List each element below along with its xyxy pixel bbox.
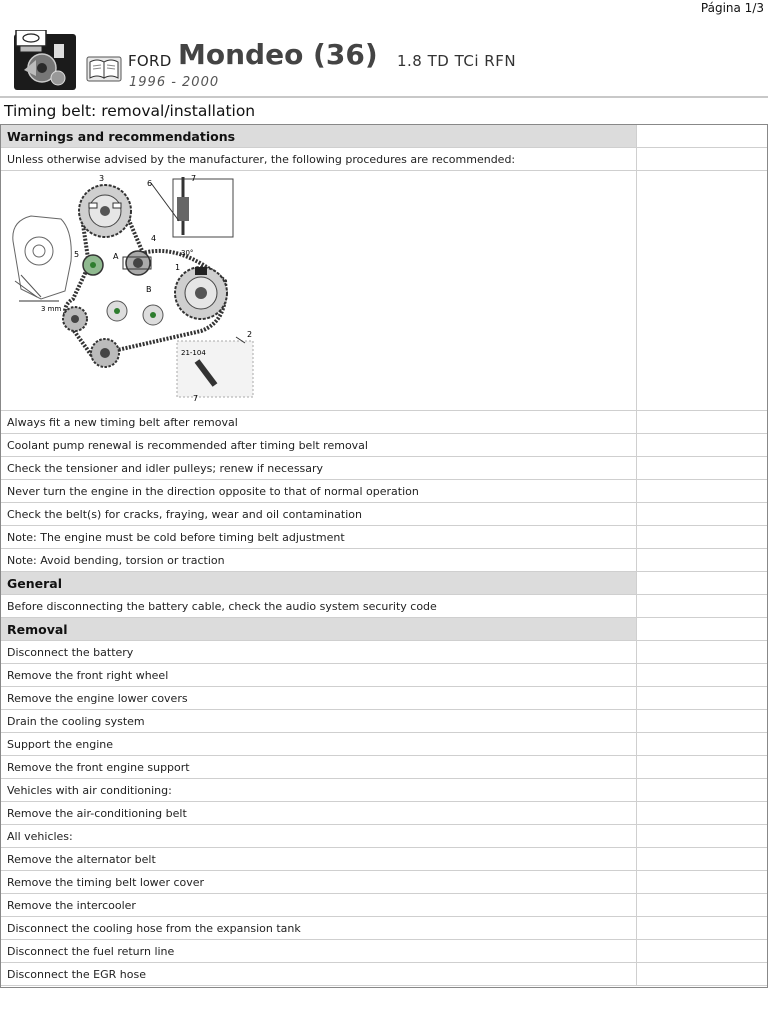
notes-cell: [637, 733, 768, 756]
notes-cell: [637, 549, 768, 572]
step-text: All vehicles:: [1, 825, 637, 848]
step-text: Drain the cooling system: [1, 710, 637, 733]
engine-piston-logo-icon: [14, 30, 76, 90]
table-row: [1, 148, 768, 171]
section-heading: Removal: [1, 618, 637, 641]
notes-cell: [637, 963, 768, 986]
notes-cell: [637, 917, 768, 940]
figure-label: 4: [151, 234, 157, 243]
figure-label: 3 mm: [41, 305, 62, 313]
engine-code: 1.8 TD TCi RFN: [397, 52, 517, 70]
step-text: Disconnect the EGR hose: [1, 963, 637, 986]
step-text: Remove the intercooler: [1, 894, 637, 917]
figure-label: 6: [147, 179, 153, 188]
notes-cell: [637, 687, 768, 710]
table-row: [1, 871, 768, 894]
table-row: [1, 641, 768, 664]
figure-label: 1: [175, 263, 181, 272]
step-text: Remove the engine lower covers: [1, 687, 637, 710]
table-row: [1, 802, 768, 825]
step-text: Before disconnecting the battery cable, check the audio system security code: [1, 595, 637, 618]
figure-label: 5: [74, 250, 80, 259]
notes-cell: [637, 148, 768, 171]
step-text: Disconnect the fuel return line: [1, 940, 637, 963]
document-header: [0, 0, 768, 98]
notes-cell: [637, 526, 768, 549]
figure-row: [1, 171, 768, 411]
figure-label: B: [146, 285, 152, 294]
table-row: [1, 480, 768, 503]
notes-cell: [637, 940, 768, 963]
notes-cell: [637, 572, 768, 595]
table-row: [1, 894, 768, 917]
page-title: Timing belt: removal/installation: [4, 102, 256, 120]
notes-cell: [637, 411, 768, 434]
vehicle-make: FORD: [128, 52, 172, 70]
step-text: Disconnect the battery: [1, 641, 637, 664]
table-row: [1, 779, 768, 802]
notes-cell: [637, 171, 768, 411]
table-row: [1, 687, 768, 710]
section-header-row: [1, 618, 768, 641]
notes-cell: [637, 802, 768, 825]
notes-cell: [637, 825, 768, 848]
section-heading: General: [1, 572, 637, 595]
figure-label: 21-104: [181, 349, 206, 357]
notes-cell: [637, 641, 768, 664]
manual-book-icon: [86, 56, 122, 82]
step-text: Check the belt(s) for cracks, fraying, wear and oil contamination: [1, 503, 637, 526]
notes-cell: [637, 664, 768, 687]
notes-cell: [637, 894, 768, 917]
table-row: [1, 411, 768, 434]
notes-cell: [637, 618, 768, 641]
notes-cell: [637, 871, 768, 894]
table-row: [1, 756, 768, 779]
table-row: [1, 917, 768, 940]
table-row: [1, 503, 768, 526]
notes-cell: [637, 595, 768, 618]
figure-label: 7: [193, 394, 199, 403]
table-row: [1, 549, 768, 572]
step-text: Always fit a new timing belt after removal: [1, 411, 637, 434]
step-text: Remove the front right wheel: [1, 664, 637, 687]
step-text: Remove the alternator belt: [1, 848, 637, 871]
notes-cell: [637, 503, 768, 526]
step-text: Coolant pump renewal is recommended after timing belt removal: [1, 434, 637, 457]
table-row: [1, 457, 768, 480]
step-text: Vehicles with air conditioning:: [1, 779, 637, 802]
table-row: [1, 963, 768, 986]
header-divider: [0, 96, 768, 98]
model-years: 1996 - 2000: [129, 75, 220, 90]
timing-belt-diagram: [1, 171, 261, 407]
table-row: [1, 595, 768, 618]
notes-cell: [637, 756, 768, 779]
notes-cell: [637, 710, 768, 733]
notes-cell: [637, 457, 768, 480]
table-row: [1, 664, 768, 687]
notes-cell: [637, 848, 768, 871]
vehicle-model: Mondeo (36): [178, 38, 378, 71]
table-row: [1, 434, 768, 457]
step-text: Remove the timing belt lower cover: [1, 871, 637, 894]
procedure-table: [0, 124, 768, 986]
notes-cell: [637, 480, 768, 503]
figure-label: 3: [99, 174, 105, 183]
figure-label: 7: [191, 174, 197, 183]
step-text: Note: Avoid bending, torsion or traction: [1, 549, 637, 572]
section-header-row: [1, 572, 768, 595]
table-row: [1, 940, 768, 963]
section-heading: Warnings and recommendations: [1, 125, 637, 148]
section-header-row: [1, 125, 768, 148]
step-text: Unless otherwise advised by the manufacturer, the following procedures are recommended:: [1, 148, 637, 171]
table-row: [1, 825, 768, 848]
step-text: Never turn the engine in the direction opposite to that of normal operation: [1, 480, 637, 503]
figure-label: 2: [247, 330, 253, 339]
step-text: Remove the front engine support: [1, 756, 637, 779]
step-text: Remove the air-conditioning belt: [1, 802, 637, 825]
figure-cell: [1, 171, 637, 411]
table-row: [1, 848, 768, 871]
page-number: Página 1/3: [700, 1, 764, 15]
figure-label: A: [113, 252, 119, 261]
figure-label: 30°: [181, 249, 194, 257]
table-row: [1, 526, 768, 549]
step-text: Note: The engine must be cold before timing belt adjustment: [1, 526, 637, 549]
notes-cell: [637, 434, 768, 457]
step-text: Support the engine: [1, 733, 637, 756]
notes-cell: [637, 779, 768, 802]
step-text: Check the tensioner and idler pulleys; renew if necessary: [1, 457, 637, 480]
step-text: Disconnect the cooling hose from the expansion tank: [1, 917, 637, 940]
table-row: [1, 710, 768, 733]
table-row: [1, 733, 768, 756]
notes-cell: [637, 125, 768, 148]
